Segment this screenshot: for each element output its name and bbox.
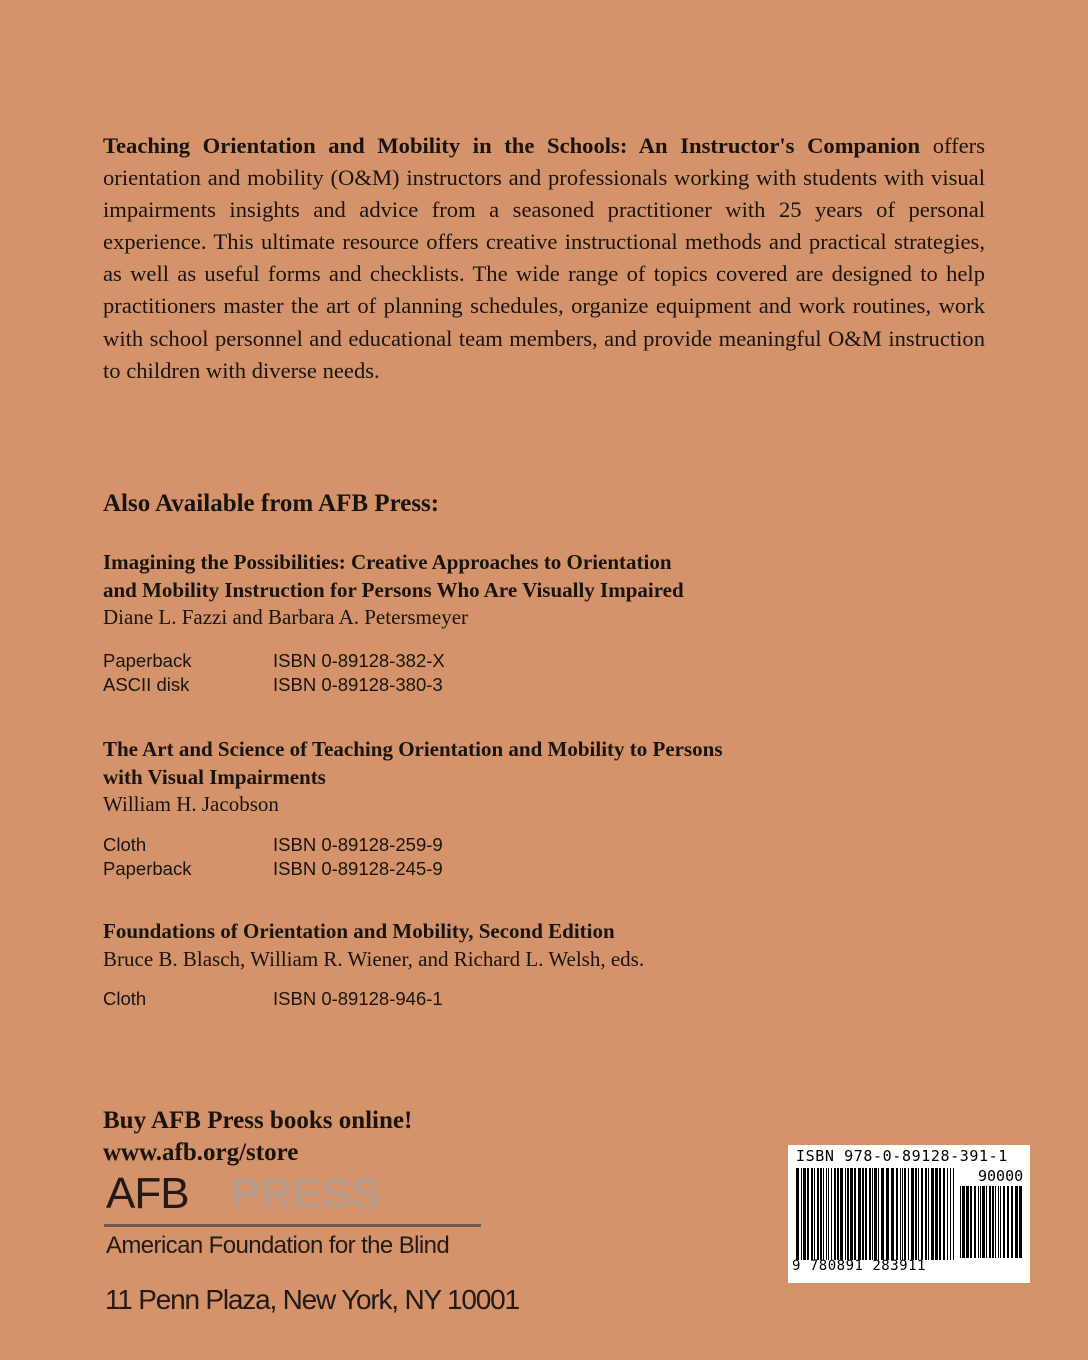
edition-row [103,673,445,697]
barcode-bar [1011,1186,1013,1258]
barcode-bar [840,1168,843,1260]
barcode-bar [891,1168,894,1260]
barcode-bar [828,1168,829,1260]
barcode-bar [947,1168,948,1260]
barcode-bar [915,1168,917,1260]
logo-divider [104,1224,481,1227]
barcode-bar [900,1168,901,1260]
barcode-bar [874,1168,877,1260]
barcode-bar [950,1168,951,1260]
barcode-bar [992,1186,994,1258]
barcode-bar [921,1168,923,1260]
barcode-price-code: 90000 [978,1167,1024,1185]
barcode-bar [872,1168,873,1260]
barcode-bar [986,1186,987,1258]
barcode-bar [862,1168,864,1260]
blurb-book-title: Teaching Orientation and Mobility in the Schools: An Instructor's Companion [103,133,921,158]
barcode-isbn: ISBN 978-0-89128-391-1 [796,1147,1008,1165]
edition-row [103,857,443,881]
barcode-bar [925,1168,927,1260]
publisher-address: 11 Penn Plaza, New York, NY 10001 [105,1284,519,1315]
back-cover-blurb [103,130,985,387]
barcode-addon-bars [960,1186,1022,1258]
barcode-bar [966,1186,969,1258]
barcode-bar [960,1186,961,1258]
press-logo-text: PRESS [231,1169,381,1218]
barcode-digits: 9 780891 283911 [792,1258,926,1274]
barcode-bar [953,1168,954,1260]
store-url: www.afb.org/store [103,1139,299,1166]
barcode-bar [982,1186,985,1258]
barcode-bar [908,1168,909,1260]
edition-format: Cloth [103,988,147,1009]
edition-row [103,649,445,673]
barcode-bar [935,1168,938,1260]
book-title-line: Imagining the Possibilities: Creative Approaches to Orientation [103,550,672,574]
barcode-bar [962,1186,965,1258]
barcode-bar [811,1168,813,1260]
edition-format: Cloth [103,833,147,855]
barcode-bar [911,1168,914,1260]
barcode-bar [970,1186,972,1258]
edition-row [103,833,443,857]
barcode-bar [823,1168,824,1260]
edition-format: ASCII disk [103,673,190,695]
barcode-bar [943,1168,945,1260]
barcode-bar [1003,1186,1005,1258]
barcode-bar [820,1168,822,1260]
barcode-bar [896,1168,898,1260]
barcode-bar [807,1168,809,1260]
edition-table [103,833,443,881]
edition-isbn: ISBN 0-89128-382-X [273,649,445,671]
book-entry [103,736,723,881]
edition-isbn: ISBN 0-89128-259-9 [273,833,443,855]
edition-table [103,649,445,697]
book-author: Bruce B. Blasch, William R. Wiener, and Richard L. Welsh, eds. [103,946,645,971]
book-title-line: The Art and Science of Teaching Orientation and Mobility to Persons [103,737,723,761]
edition-isbn: ISBN 0-89128-946-1 [273,988,443,1009]
book-author: William H. Jacobson [103,792,279,816]
barcode-bar [814,1168,815,1260]
also-available-heading: Also Available from AFB Press: [103,490,440,517]
book-author: Diane L. Fazzi and Barbara A. Petersmeyer [103,605,469,629]
barcode-bar [826,1168,827,1260]
barcode-bar [1015,1186,1018,1258]
barcode-bar [847,1168,849,1260]
barcode-bar [1007,1186,1009,1258]
barcode-bar [1019,1186,1022,1258]
edition-isbn: ISBN 0-89128-380-3 [273,673,443,695]
barcode-bar [939,1168,941,1260]
organization-name: American Foundation for the Blind [106,1232,450,1259]
barcode-bar [803,1168,806,1260]
barcode-bar [854,1168,856,1260]
blurb-text: offers orientation and mobility (O&M) instructors and professionals working with students with visual impairments insights and advice from a seasoned practitioner with 25 years of personal experience. This ultimate resource offers creative instructional methods and practical strategies, as well as useful forms and checklists. The wide range of topics covered are designed to help practitioners master the art of planning schedules, organize equipment and work routines, work with school personnel and educational team members, and provide meaningful O&M instruction to children with diverse needs. [103,133,985,383]
edition-table [103,987,443,1011]
barcode-bar [796,1168,799,1260]
barcode-bar [928,1168,929,1260]
barcode-bar [881,1168,884,1260]
barcode-bar [834,1168,836,1260]
book-title-line: Foundations of Orientation and Mobility, Second Edition [103,919,615,943]
book-entry [103,918,644,1011]
barcode-bar [978,1186,979,1258]
edition-format: Paperback [103,649,192,671]
book-title [103,549,684,604]
barcode-bar [902,1168,903,1260]
buy-online-callout [103,1105,412,1169]
barcode-bar [974,1186,976,1258]
book-entry [103,549,684,697]
book-title-line: with Visual Impairments [103,764,326,789]
barcode-bars [796,1168,954,1260]
barcode-bar [817,1168,819,1260]
barcode-bar [801,1168,802,1260]
afb-logo-text: AFB [106,1169,189,1218]
book-title-line: and Mobility Instruction for Persons Who Are Visually Impaired [103,577,684,602]
barcode-bar [918,1168,919,1260]
barcode-bar [845,1168,846,1260]
edition-format: Paperback [103,857,192,879]
barcode-bar [886,1168,889,1260]
barcode-bar [904,1168,906,1260]
barcode-bar [878,1168,879,1260]
barcode-bar [980,1186,981,1258]
book-title [103,736,723,791]
barcode-bar [865,1168,867,1260]
barcode-bar [989,1186,991,1258]
barcode-bar [869,1168,871,1260]
buy-online-text: Buy AFB Press books online! [103,1107,413,1134]
barcode-bar [1000,1186,1001,1258]
barcode-bar [998,1186,999,1258]
edition-isbn: ISBN 0-89128-245-9 [273,857,443,879]
barcode-bar [931,1168,934,1260]
barcode-bar [995,1186,996,1258]
barcode-bar [837,1168,839,1260]
barcode-bar [858,1168,861,1260]
barcode-bar [850,1168,853,1260]
edition-row [103,987,443,1011]
book-title [103,918,644,946]
barcode-bar [831,1168,832,1260]
